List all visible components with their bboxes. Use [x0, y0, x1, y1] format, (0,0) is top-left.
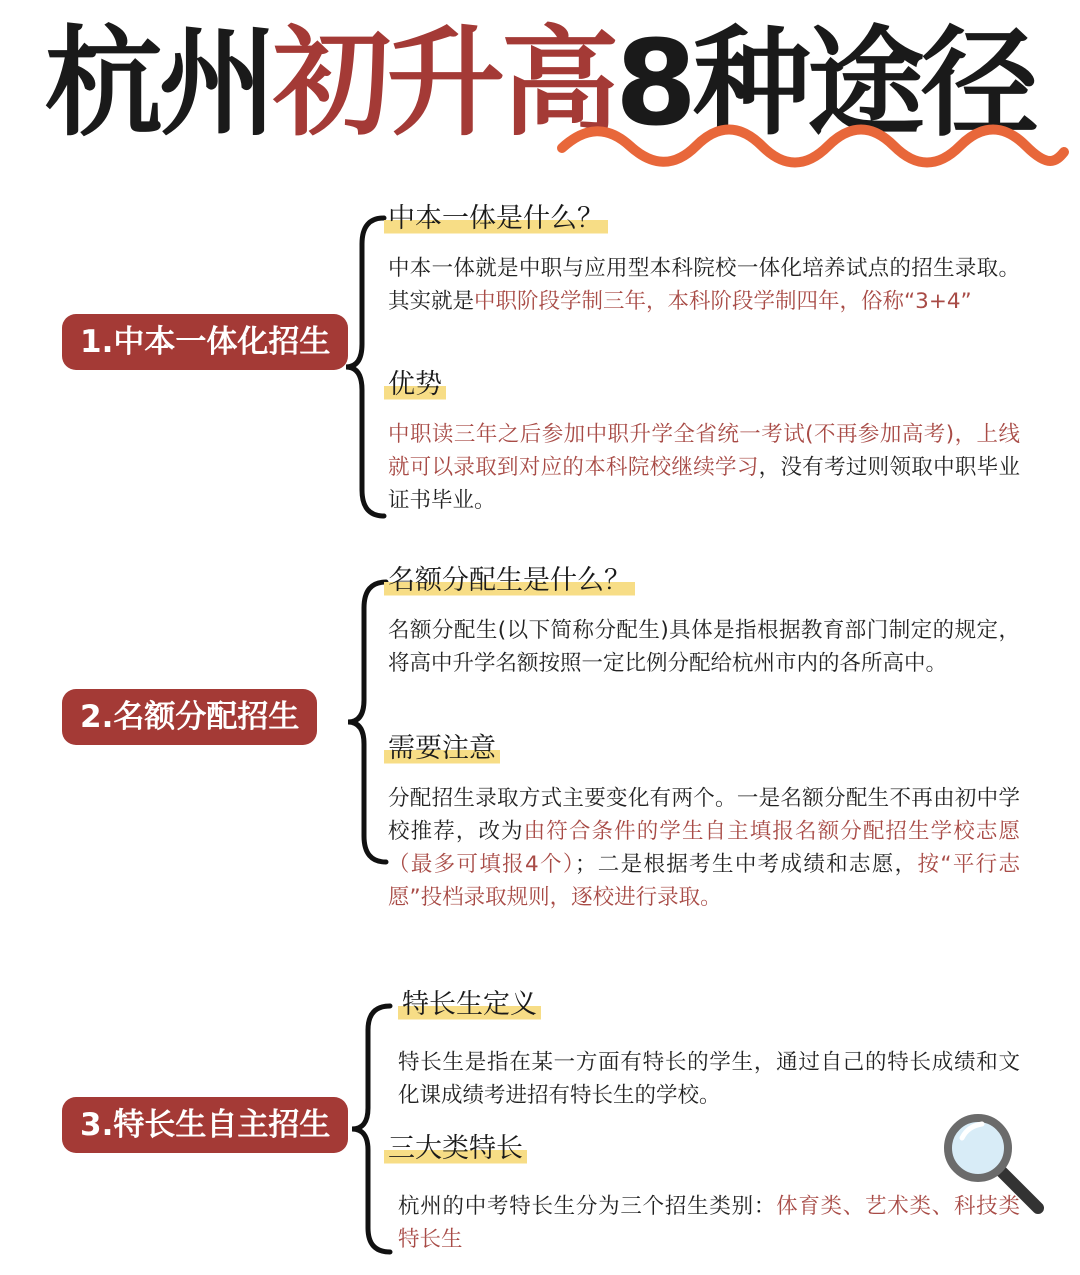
section-label-quota: 2.名额分配招生 [62, 689, 317, 745]
bracket-icon [346, 1002, 396, 1256]
paragraph-notice: 分配招生录取方式主要变化有两个。一是名额分配生不再由初中学校推荐，改为由符合条件的学生自主填报名额分配招生学校志愿（最多可填报4个）；二是根据考生中考成绩和志愿，按“平行志愿”投档录取规则，逐校进行录取。 [388, 786, 1020, 910]
paragraph-quota-definition: 名额分配生(以下简称分配生)具体是指根据教育部门制定的规定，将高中升学名额按照一定比例分配给杭州市内的各所高中。 [388, 618, 1020, 676]
heading-what-is-quota: 名额分配生是什么？ [384, 562, 635, 600]
heading-advantages: 优势 [384, 366, 446, 404]
bracket-icon [340, 214, 390, 520]
title-part-routes: 8种途径 [614, 14, 1036, 152]
bracket-icon [342, 578, 392, 866]
paragraph-specialty-definition: 特长生是指在某一方面有特长的学生，通过自己的特长成绩和文化课成绩考进招有特长生的学校。 [398, 1050, 1020, 1108]
paragraph-three-categories: 杭州的中考特长生分为三个招生类别：体育类、艺术类、科技类特长生 [398, 1194, 1020, 1252]
paragraph-zhongben-definition: 中本一体就是中职与应用型本科院校一体化培养试点的招生录取。其实就是中职阶段学制三年，本科阶段学制四年，俗称“3+4” [388, 256, 1020, 314]
section-label-zhongben: 1.中本一体化招生 [62, 314, 348, 370]
paragraph-advantages: 中职读三年之后参加中职升学全省统一考试(不再参加高考)，上线就可以录取到对应的本科院校继续学习，没有考过则领取中职毕业证书毕业。 [388, 422, 1020, 513]
title-underline-squiggle [556, 118, 1070, 172]
title-part-city: 杭州 [44, 14, 273, 152]
heading-what-is-zhongben: 中本一体是什么？ [384, 200, 608, 238]
section-label-specialty: 3.特长生自主招生 [62, 1097, 348, 1153]
heading-three-categories: 三大类特长 [384, 1130, 527, 1168]
title-part-accent: 初升高 [272, 14, 615, 152]
magnifier-icon [938, 1108, 1048, 1218]
heading-notice: 需要注意 [384, 730, 500, 768]
heading-specialty-definition: 特长生定义 [398, 986, 541, 1024]
